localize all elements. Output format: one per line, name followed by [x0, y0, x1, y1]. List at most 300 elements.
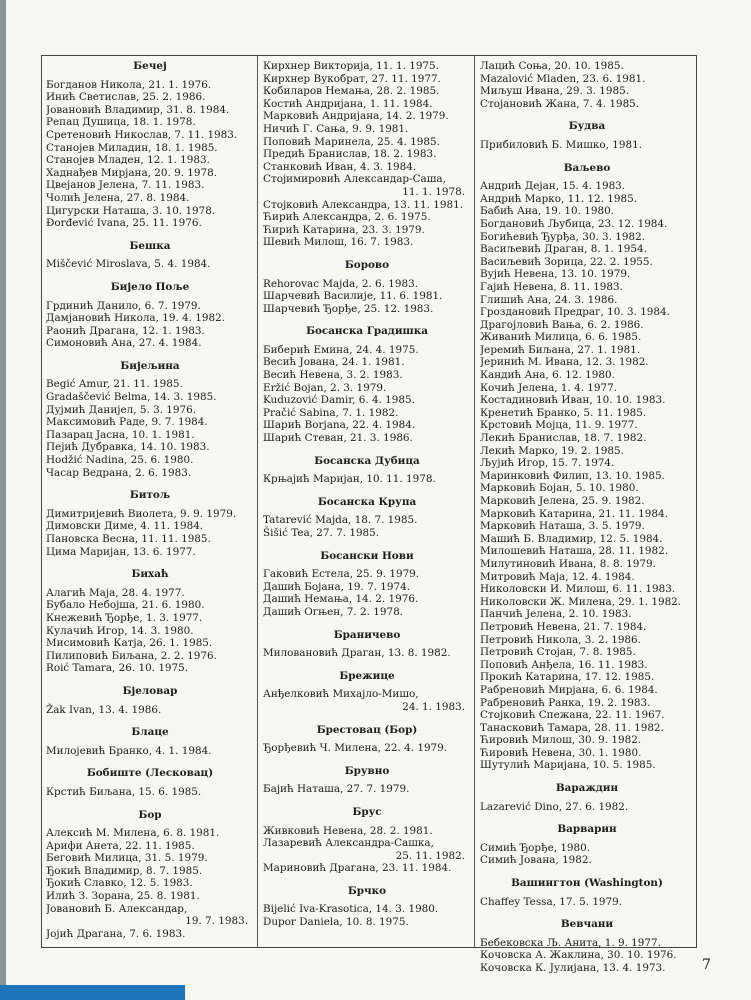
- entry: [46, 217, 254, 230]
- entry-text: Лазаревић Александра-Сашка,: [263, 837, 434, 850]
- section-title: Брчко: [347, 884, 387, 897]
- entry-text: Костадиновић Иван, 10. 10. 1983.: [480, 394, 666, 407]
- entry: [263, 148, 471, 161]
- entry: [480, 759, 694, 772]
- entry-text: Кирхнер Вукобрат, 27. 11. 1977.: [263, 72, 441, 85]
- column-divider: [474, 56, 475, 947]
- entry: [480, 231, 694, 244]
- entry-text: Дашић Бојана, 19. 7. 1974.: [263, 580, 411, 593]
- entry: [46, 612, 254, 625]
- entry-text: Кандић Ана, 6. 12. 1980.: [480, 369, 615, 382]
- entry: [46, 116, 254, 129]
- section-title: Бобиште (Лесковац): [86, 767, 214, 780]
- entry-text: Шарић Стеван, 21. 3. 1986.: [263, 432, 413, 445]
- entry-text: Часар Ведрана, 2. 6. 1983.: [46, 466, 192, 479]
- entry-continuation: 25. 11. 1982.: [395, 849, 465, 862]
- entry-text: Ћирић Александра, 2. 6. 1975.: [263, 211, 431, 224]
- entry-text: Митровић Маја, 12. 4. 1984.: [480, 570, 635, 583]
- entry-text: Eržić Bojan, 2. 3. 1979.: [263, 381, 387, 394]
- section: [46, 726, 254, 757]
- section-title: Борово: [344, 258, 390, 271]
- entry: [480, 256, 694, 269]
- entry: [263, 369, 471, 382]
- entry: [263, 278, 471, 291]
- entry: [480, 356, 694, 369]
- entry-text: Ћировић Невена, 30. 1. 1980.: [480, 746, 642, 759]
- entry: [480, 268, 694, 281]
- entry-text: Лекић Марко, 19. 2. 1985.: [480, 444, 624, 457]
- section: [480, 877, 694, 908]
- entry-text: Стојковић Спежана, 22. 11. 1967.: [480, 709, 665, 722]
- entry: [480, 734, 694, 747]
- entry: [480, 520, 694, 533]
- entry-text: Симић Ђорђе, 1980.: [480, 841, 591, 854]
- section-title: Бечеј: [133, 60, 167, 72]
- entry: [263, 356, 471, 369]
- entry: [46, 104, 254, 117]
- section: [263, 259, 471, 315]
- entry-text: Кочић Јелена, 1. 4. 1977.: [480, 381, 618, 394]
- entry: [480, 457, 694, 470]
- entry: [263, 568, 471, 581]
- entry: [480, 445, 694, 458]
- entry: [46, 852, 254, 865]
- entry-text: Rehorovac Majda, 2. 6. 1983.: [263, 277, 419, 290]
- entry-text: Биберић Емина, 24. 4. 1975.: [263, 343, 419, 356]
- column-1: [46, 60, 254, 940]
- entry-text: Кренетић Бранко, 5. 11. 1985.: [480, 406, 647, 419]
- entry: [480, 218, 694, 231]
- entry: [263, 783, 471, 796]
- entry-text: Глишић Ана, 24. 3. 1986.: [480, 293, 618, 306]
- entry: [480, 344, 694, 357]
- entry-text: Марковић Катарина, 21. 11. 1984.: [480, 507, 668, 520]
- section: [263, 765, 471, 796]
- entry-text: Марковић Наташа, 3. 5. 1979.: [480, 520, 645, 533]
- entry-text: Цима Маријан, 13. 6. 1977.: [46, 545, 196, 558]
- entry-text: Вујић Невена, 13. 10. 1979.: [480, 268, 631, 281]
- entry-text: Шарчевић Василије, 11. 6. 1981.: [263, 290, 443, 303]
- entry-text: Стојимировић Александар-Саша,: [263, 173, 446, 186]
- entry: [46, 928, 254, 941]
- entry-text: Dupor Daniela, 10. 8. 1975.: [263, 916, 409, 929]
- entry-text: Прибиловић Б. Мишко, 1981.: [480, 138, 643, 151]
- section: [263, 325, 471, 444]
- entry-text: Ђорђевић Ч. Милена, 22. 4. 1979.: [263, 742, 448, 755]
- entry-text: Ђокић Владимир, 8. 7. 1985.: [46, 864, 203, 877]
- entry-continuation: 11. 1. 1978.: [402, 185, 465, 198]
- entry-text: Roić Tamara, 26. 10. 1975.: [46, 662, 189, 675]
- entry-text: Шарчевић Ђорђе, 25. 12. 1983.: [263, 302, 434, 315]
- entry: [480, 697, 694, 710]
- section: [46, 809, 254, 941]
- section-title: Вараждин: [555, 782, 619, 795]
- entry: [46, 467, 254, 480]
- entry: [46, 704, 254, 717]
- entry-text: Станојев Миладин, 18. 1. 1985.: [46, 141, 218, 154]
- page-edge-strip: [0, 0, 6, 1000]
- entry-text: Јовановић Б. Александар,: [46, 902, 188, 915]
- entry-text: Рабреновић Мирјана, 6. 6. 1984.: [480, 683, 658, 696]
- section-title: Босанска Дубица: [314, 454, 420, 467]
- entry-text: Љујић Игор, 15. 7. 1974.: [480, 457, 615, 470]
- section: [480, 162, 694, 773]
- entry: [46, 865, 254, 878]
- entry-text: Јеремић Биљана, 27. 1. 1981.: [480, 343, 641, 356]
- entry: [263, 916, 471, 929]
- entry: [46, 205, 254, 218]
- entry: [263, 903, 471, 916]
- entry: [480, 558, 694, 571]
- section: [263, 885, 471, 929]
- entry-text: Пилиповић Биљана, 2. 2. 1976.: [46, 649, 217, 662]
- entry-text: Kuduzović Damir, 6. 4. 1985.: [263, 394, 415, 407]
- entry-text: Милошевић Наташа, 28. 11. 1982.: [480, 545, 669, 558]
- entry: [46, 154, 254, 167]
- entry-text: Николовски И. Милош, 6. 11. 1983.: [480, 583, 676, 596]
- entry-text: Сретеновић Никослав, 7. 11. 1983.: [46, 128, 238, 141]
- entry: [263, 647, 471, 660]
- entry-text: Mazalović Mladen, 23. 6. 1981.: [480, 72, 646, 85]
- entry: [46, 599, 254, 612]
- entry-text: Ћирић Катарина, 23. 3. 1979.: [263, 223, 425, 236]
- entry: [263, 473, 471, 486]
- entry: [480, 193, 694, 206]
- entry-text: Андрић Дејан, 15. 4. 1983.: [480, 180, 626, 193]
- column-divider: [257, 56, 258, 947]
- entry-text: Дашић Немања, 14. 2. 1976.: [263, 593, 419, 606]
- entry-text: Chaffey Tessa, 17. 5. 1979.: [480, 895, 623, 908]
- section: [46, 685, 254, 716]
- entry: [480, 482, 694, 495]
- entry: [263, 173, 471, 198]
- entry-text: Tatarević Majda, 18. 7. 1985.: [263, 514, 418, 527]
- entry-text: Богићевић Ђурђа, 30. 3. 1982.: [480, 230, 646, 243]
- entry-text: Begić Amur, 21. 11. 1985.: [46, 378, 183, 391]
- section: [46, 360, 254, 479]
- section: [480, 120, 694, 151]
- section-title: Брус: [352, 805, 382, 818]
- entry-text: Žak Ivan, 13. 4. 1986.: [46, 703, 162, 716]
- entry: [480, 854, 694, 867]
- entry-text: Раонић Драгана, 12. 1. 1983.: [46, 324, 205, 337]
- entry: [46, 325, 254, 338]
- section-title: Браничево: [333, 628, 401, 641]
- entry-text: Дашић Огњен, 7. 2. 1978.: [263, 605, 403, 618]
- entry-text: Лацић Соња, 20. 10. 1985.: [480, 60, 624, 72]
- section-title: Вевчани: [560, 918, 614, 931]
- entry: [46, 454, 254, 467]
- section-title: Брувно: [344, 764, 390, 777]
- entry: [480, 85, 694, 98]
- entry-text: Маринковић Филип, 13. 10. 1985.: [480, 469, 665, 482]
- entry: [46, 378, 254, 391]
- entry: [480, 596, 694, 609]
- entry-text: Шутулић Маријана, 10. 5. 1985.: [480, 759, 656, 772]
- entry-text: Мариновић Драгана, 23. 11. 1984.: [263, 862, 452, 875]
- entry-text: Lazarević Dino, 27. 6. 1982.: [480, 800, 629, 813]
- entry-text: Gradaščević Belma, 14. 3. 1985.: [46, 391, 217, 404]
- entry-text: Ничић Г. Сања, 9. 9. 1981.: [263, 122, 409, 135]
- section: [480, 823, 694, 867]
- entry: [480, 432, 694, 445]
- section: [263, 455, 471, 486]
- section: [46, 767, 254, 798]
- entry: [480, 180, 694, 193]
- entry-text: Драгојловић Вања, 6. 2. 1986.: [480, 318, 644, 331]
- entry-text: Андрић Марко, 11. 12. 1985.: [480, 192, 638, 205]
- section-title: Босанска Градишка: [306, 325, 428, 338]
- entry-text: Алексић М. Милена, 6. 8. 1981.: [46, 827, 220, 840]
- entry: [480, 896, 694, 909]
- entry-text: Hodžić Nadina, 25. 6. 1980.: [46, 454, 194, 467]
- entry-text: Миловановић Драган, 13. 8. 1982.: [263, 647, 451, 660]
- entry: [263, 303, 471, 316]
- entry: [263, 224, 471, 237]
- entry: [46, 625, 254, 638]
- entry-text: Крстић Биљана, 15. 6. 1985.: [46, 785, 202, 798]
- section: [46, 281, 254, 350]
- entry-text: Јовановић Владимир, 31. 8. 1984.: [46, 103, 230, 116]
- entry: [263, 432, 471, 445]
- entry-text: Димитријевић Виолета, 9. 9. 1979.: [46, 507, 237, 520]
- entry-text: Димовски Диме, 4. 11. 1984.: [46, 520, 204, 533]
- entry: [46, 890, 254, 903]
- section-title: Будва: [568, 120, 606, 133]
- entry: [46, 79, 254, 92]
- section: [263, 670, 471, 714]
- entry-text: Кулачић Игор, 14. 3. 1980.: [46, 624, 194, 637]
- entry: [480, 98, 694, 111]
- entry-text: Кирхнер Викторија, 11. 1. 1975.: [263, 60, 439, 72]
- entry: [263, 123, 471, 136]
- entry-continuation: 24. 1. 1983.: [402, 700, 465, 713]
- entry-text: Миљуш Ивана, 29. 3. 1985.: [480, 85, 630, 98]
- entry: [46, 416, 254, 429]
- entry: [46, 650, 254, 663]
- decorative-blue-bar: [0, 985, 185, 1000]
- section-title: Бешка: [129, 239, 171, 252]
- entry: [480, 508, 694, 521]
- entry: [480, 659, 694, 672]
- section: [46, 568, 254, 675]
- entry-text: Пазарац Јасна, 10. 1. 1981.: [46, 428, 195, 441]
- entry-text: Марковић Андријана, 14. 2. 1979.: [263, 110, 449, 123]
- section: [263, 550, 471, 619]
- section: [480, 60, 694, 110]
- entry: [263, 110, 471, 123]
- entry-text: Весић Невена, 3. 2. 1983.: [263, 369, 403, 382]
- entry-text: Живанић Милица, 6. 6. 1985.: [480, 331, 642, 344]
- entry: [263, 825, 471, 838]
- entry-text: Богдановић Љубица, 23. 12. 1984.: [480, 217, 668, 230]
- section-title: Блаце: [131, 726, 169, 739]
- entry: [46, 300, 254, 313]
- section: [263, 724, 471, 755]
- entry: [480, 319, 694, 332]
- entry-text: Дамјановић Никола, 19. 4. 1982.: [46, 312, 226, 325]
- entry-text: Кнежевић Ђорђе, 1. 3. 1977.: [46, 611, 203, 624]
- entry: [46, 441, 254, 454]
- entry-text: Крстовић Мојца, 11. 9. 1977.: [480, 419, 638, 432]
- section-title: Босански Нови: [320, 549, 414, 562]
- entry: [480, 671, 694, 684]
- entry: [480, 139, 694, 152]
- column-3: [480, 60, 694, 975]
- entry-text: Беговић Милица, 31. 5. 1979.: [46, 852, 208, 865]
- entry: [480, 583, 694, 596]
- entry: [480, 382, 694, 395]
- entry-text: Кочовска А. Жаклина, 30. 10. 1976.: [480, 949, 677, 962]
- entry: [46, 179, 254, 192]
- entry: [480, 419, 694, 432]
- entry: [263, 527, 471, 540]
- entry-text: Бубало Небојша, 21. 6. 1980.: [46, 599, 205, 612]
- entry-text: Николовски Ж. Милена, 29. 1. 1982.: [480, 595, 682, 608]
- entry: [480, 608, 694, 621]
- section-title: Ваљево: [563, 161, 611, 174]
- entry-text: Грдинић Данило, 6. 7. 1979.: [46, 299, 201, 312]
- entry-text: Петровић Стојан, 7. 8. 1985.: [480, 646, 636, 659]
- entry: [263, 606, 471, 619]
- entry: [263, 236, 471, 249]
- entry: [480, 533, 694, 546]
- entry-text: Дујмић Данијел, 5. 3. 1976.: [46, 403, 197, 416]
- section: [46, 489, 254, 558]
- entry: [46, 546, 254, 559]
- entry-text: Чолић Јелена, 27. 8. 1984.: [46, 191, 190, 204]
- entry: [46, 391, 254, 404]
- entry: [480, 306, 694, 319]
- entry-text: Живковић Невена, 28. 2. 1981.: [263, 824, 433, 837]
- entry: [480, 747, 694, 760]
- entry-text: Станојев Младен, 12. 1. 1983.: [46, 154, 210, 167]
- entry: [46, 587, 254, 600]
- entry: [46, 508, 254, 521]
- entry-text: Алагић Маја, 28. 4. 1977.: [46, 586, 185, 599]
- entry: [46, 840, 254, 853]
- entry-text: Јеринић М. Ивана, 12. 3. 1982.: [480, 356, 649, 369]
- entry: [263, 136, 471, 149]
- entry-text: Симић Јована, 1982.: [480, 854, 592, 867]
- section: [46, 240, 254, 271]
- entry: [263, 581, 471, 594]
- entry-text: Панчић Јелена, 2. 10. 1983.: [480, 608, 632, 621]
- entry-text: Бабић Ана, 19. 10. 1980.: [480, 205, 615, 218]
- section-title: Вашингтон (Washington): [511, 877, 663, 890]
- entry: [480, 621, 694, 634]
- entry-text: Мисимовић Катја, 26. 1. 1985.: [46, 637, 213, 650]
- entry: [263, 419, 471, 432]
- entry-text: Цигурски Наташа, 3. 10. 1978.: [46, 204, 216, 217]
- entry-text: Репац Душица, 18. 1. 1978.: [46, 116, 196, 129]
- entry-text: Кобиларов Немања, 28. 2. 1985.: [263, 85, 440, 98]
- entry: [263, 85, 471, 98]
- entry: [263, 593, 471, 606]
- section: [480, 782, 694, 813]
- entry-text: Станковић Иван, 4. 3. 1984.: [263, 160, 417, 173]
- entry-text: Đorđević Ivana, 25. 11. 1976.: [46, 217, 202, 230]
- entry: [263, 862, 471, 875]
- page-number: 7: [702, 957, 711, 973]
- entry: [46, 404, 254, 417]
- entry: [46, 337, 254, 350]
- section-title: Бор: [138, 808, 162, 821]
- section: [263, 60, 471, 249]
- entry: [263, 98, 471, 111]
- entry-text: Весић Јована, 24. 1. 1981.: [263, 356, 405, 369]
- section-title: Варварин: [557, 823, 617, 836]
- entry-text: Гајић Невена, 8. 11. 1983.: [480, 280, 623, 293]
- entry-text: Цвејанов Јелена, 7. 11. 1983.: [46, 179, 205, 192]
- entry-text: Костић Андријана, 1. 11. 1984.: [263, 97, 433, 110]
- entry-text: Марковић Јелена, 25. 9. 1982.: [480, 495, 645, 507]
- section-title: Брежице: [339, 669, 395, 682]
- section-title: Бихаћ: [131, 568, 169, 581]
- entry-text: Miščević Miroslava, 5. 4. 1984.: [46, 258, 211, 271]
- entry-text: Шарић Borjana, 22. 4. 1984.: [263, 419, 416, 432]
- section: [263, 629, 471, 660]
- entry-text: Арифи Анета, 22. 11. 1985.: [46, 839, 195, 852]
- entry-text: Васиљевић Драган, 8. 1. 1954.: [480, 243, 647, 256]
- entry: [46, 258, 254, 271]
- entry: [263, 382, 471, 395]
- entry: [46, 142, 254, 155]
- entry: [480, 842, 694, 855]
- entry-text: Ћировић Милош, 30. 9. 1982.: [480, 734, 642, 747]
- entry-text: Симоновић Ана, 27. 4. 1984.: [46, 337, 202, 350]
- entry: [46, 827, 254, 840]
- entry-text: Предић Бранислав, 18. 2. 1983.: [263, 148, 437, 161]
- section: [263, 806, 471, 875]
- entry: [263, 211, 471, 224]
- entry: [46, 662, 254, 675]
- entry-text: Поповић Анђела, 16. 11. 1983.: [480, 658, 648, 671]
- entry: [480, 73, 694, 86]
- section: [263, 496, 471, 540]
- entry-text: Танасковић Тамара, 28. 11. 1982.: [480, 721, 664, 734]
- section-title: Босанска Крупа: [317, 495, 417, 508]
- entry-text: Илић З. Зорана, 25. 8. 1981.: [46, 890, 200, 903]
- entry: [263, 161, 471, 174]
- entry: [480, 495, 694, 508]
- entry-text: Стојановић Жана, 7. 4. 1985.: [480, 97, 640, 110]
- entry-text: Пејић Дубравка, 14. 10. 1983.: [46, 441, 210, 454]
- entry-text: Прокић Катарина, 17. 12. 1985.: [480, 671, 655, 684]
- entry: [480, 369, 694, 382]
- entry: [46, 637, 254, 650]
- entry-text: Марковић Бојан, 5. 10. 1980.: [480, 482, 639, 495]
- entry: [46, 429, 254, 442]
- entry-text: Бајић Наташа, 27. 7. 1979.: [263, 783, 410, 796]
- entry-text: Гроздановић Предраг, 10. 3. 1984.: [480, 306, 670, 319]
- entry-text: Максимовић Раде, 9. 7. 1984.: [46, 416, 208, 429]
- entry: [480, 545, 694, 558]
- section-title: Бијељина: [120, 359, 180, 372]
- entry-text: Šišić Tea, 27. 7. 1985.: [263, 527, 380, 539]
- entry: [480, 394, 694, 407]
- entry: [480, 646, 694, 659]
- entry-text: Гаковић Естела, 25. 9. 1979.: [263, 568, 420, 581]
- entry-text: Pračić Sabina, 7. 1. 1982.: [263, 406, 399, 419]
- entry-text: Петровић Никола, 3. 2. 1986.: [480, 633, 641, 646]
- entry: [263, 60, 471, 73]
- entry: [263, 344, 471, 357]
- entry-text: Шевић Милош, 16. 7. 1983.: [263, 236, 414, 249]
- entry-text: Стојковић Александра, 13. 11. 1981.: [263, 198, 463, 211]
- entry: [46, 877, 254, 890]
- entry: [263, 688, 471, 713]
